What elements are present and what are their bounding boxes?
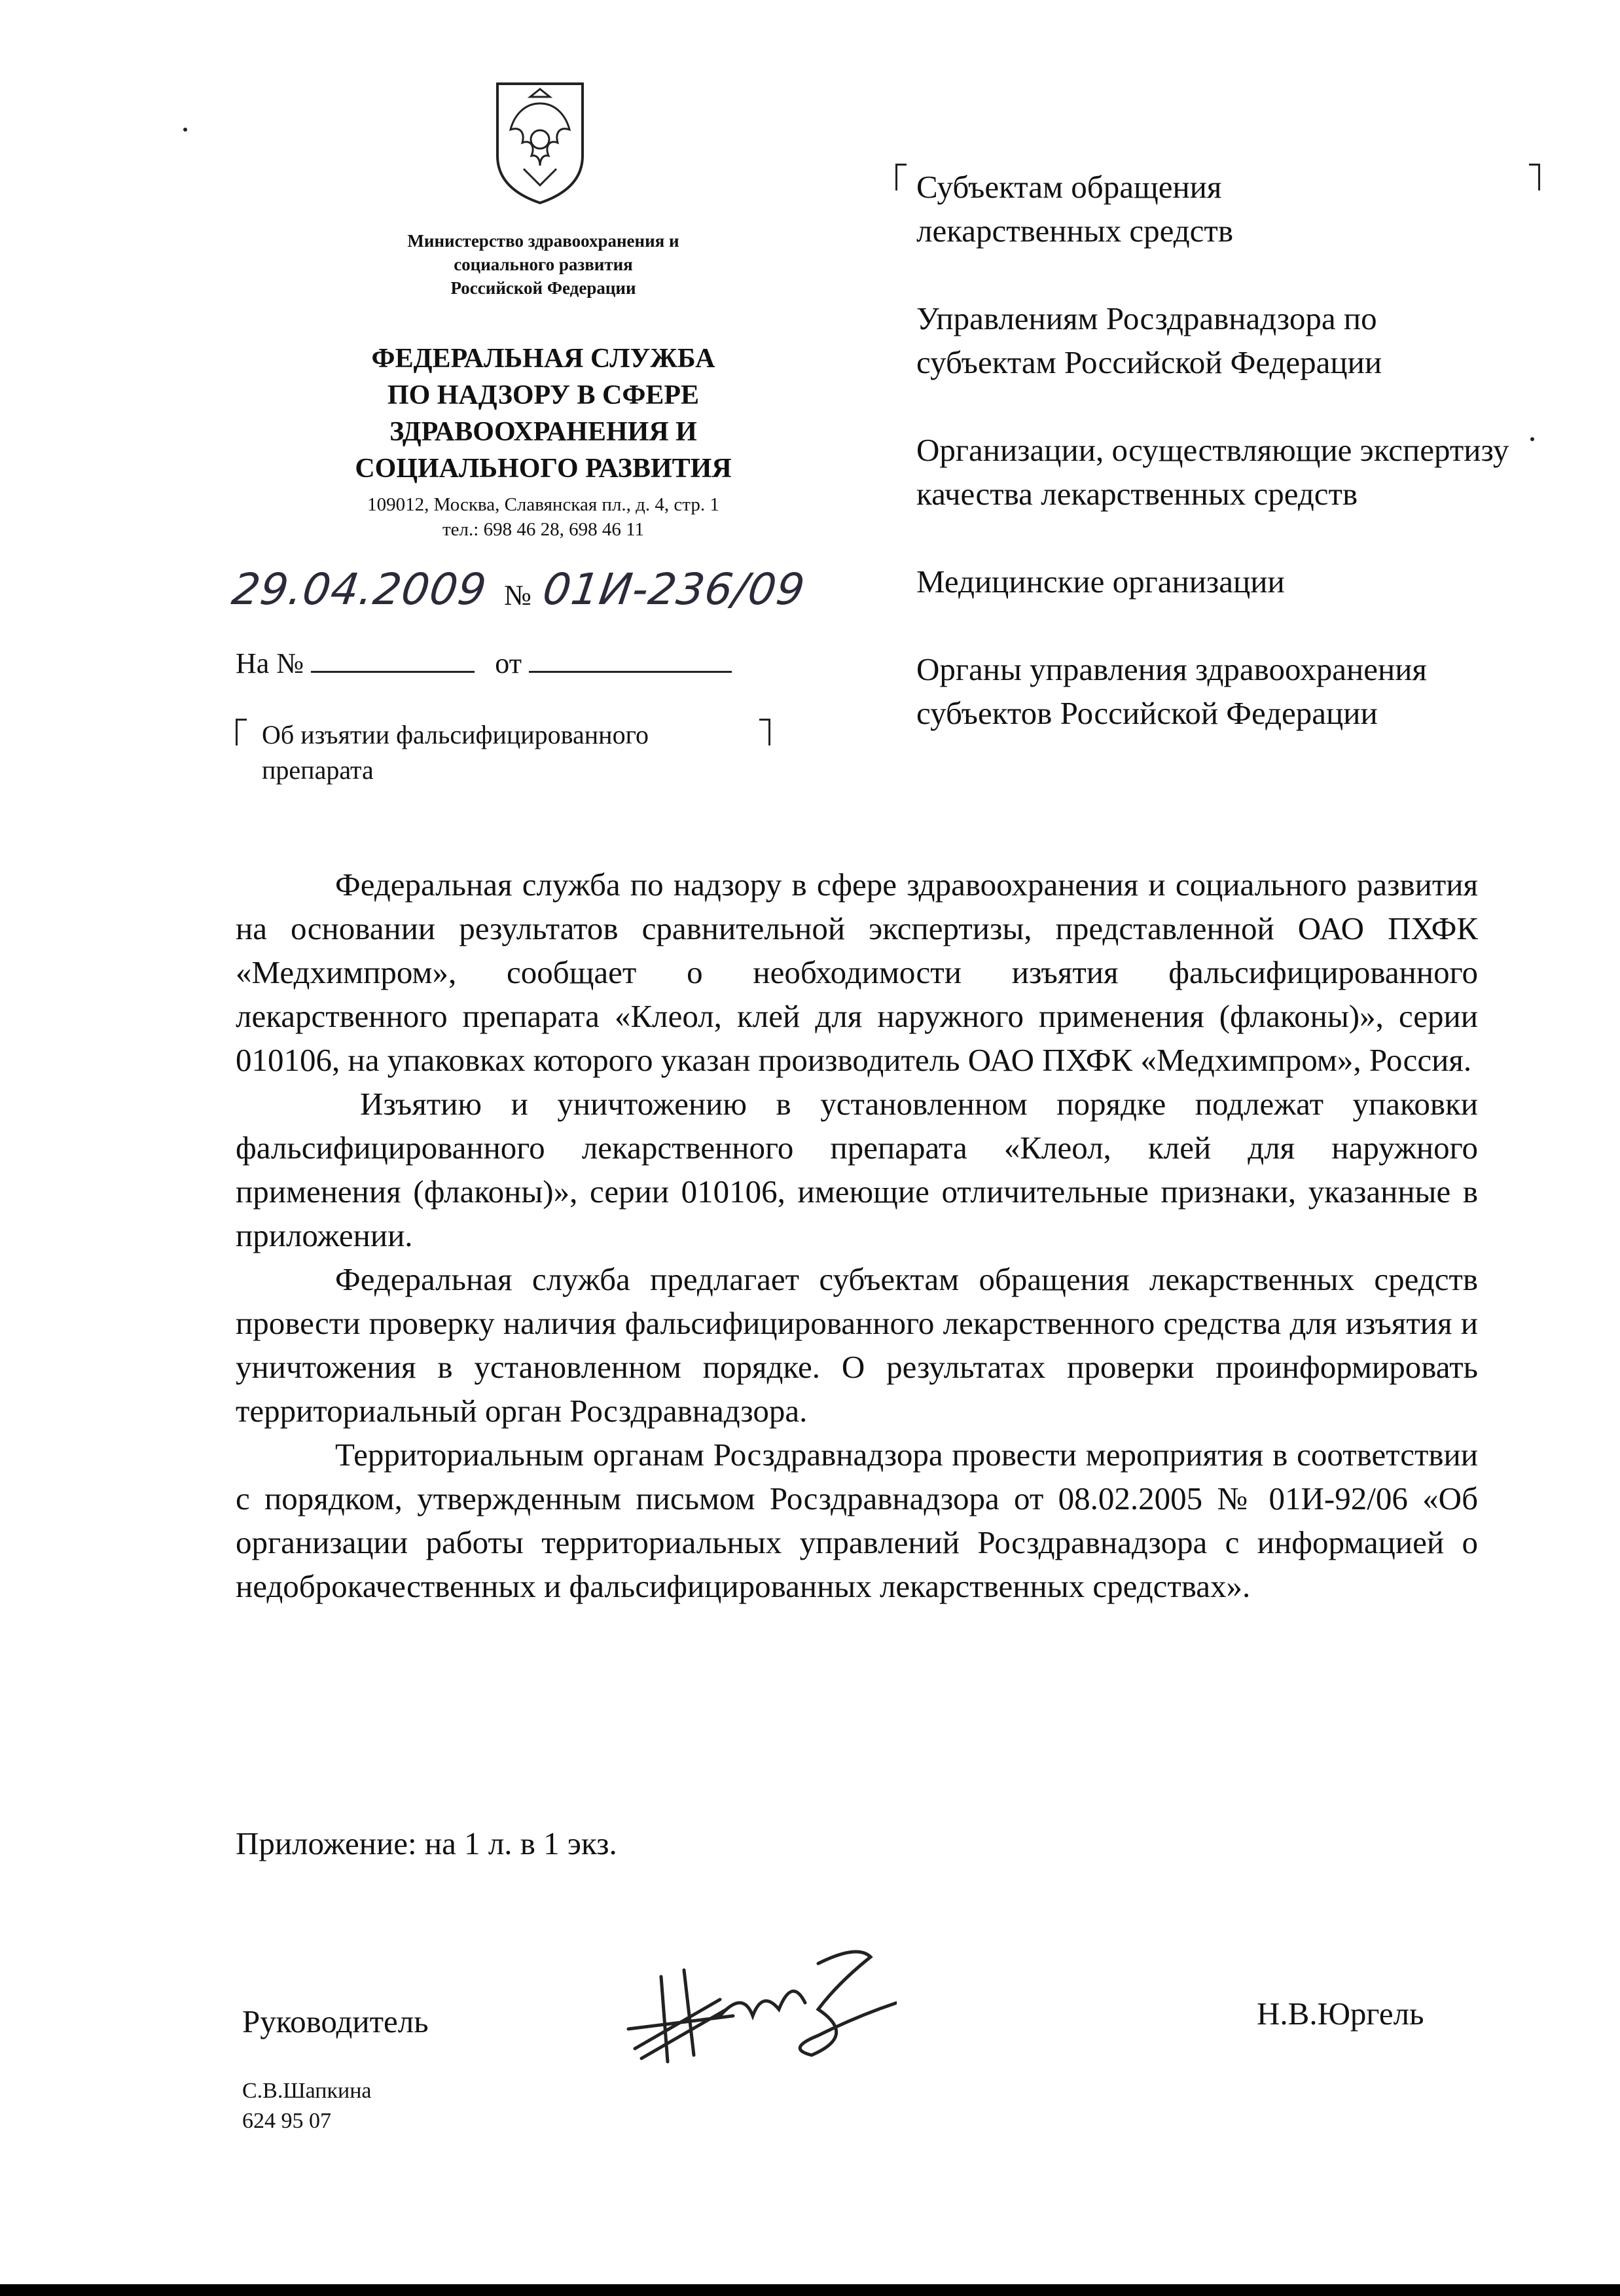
reference-line: На № от: [236, 647, 732, 680]
addressee-item: Органы управления здравоохранения субъектов Российской Федерации: [916, 651, 1427, 731]
subject-bracket-right: [759, 719, 770, 745]
handwritten-signature: [622, 1937, 897, 2068]
addressee-list: [916, 165, 1571, 779]
body-paragraph: Федеральная служба предлагает субъектам обращения лекарственных средств провести проверку наличия фальсифицированного лекарственного средства для изъятия и уничтожения в установленном порядке. О результатах проверки проинформировать территориальный орган Росздравнадзора.: [236, 1261, 1478, 1429]
addressee-item: Субъектам обращения лекарственных средств: [916, 169, 1233, 249]
signer-position: Руководитель: [242, 2003, 429, 2039]
addressee-item: Организации, осуществляющие экспертизу качества лекарственных средств: [916, 432, 1509, 512]
coat-of-arms-emblem: [484, 77, 596, 208]
document-number: 01И-236/09: [539, 564, 808, 615]
service-address: 109012, Москва, Славянская пл., д. 4, стр. 1 тел.: 698 46 28, 698 46 11: [367, 494, 719, 540]
attachment-note: Приложение: на 1 л. в 1 экз.: [236, 1825, 617, 1861]
letter-body: [236, 863, 1478, 1608]
body-paragraph: Изъятию и уничтожению в установленном порядке подлежат упаковки фальсифицированного лекарственного препарата «Клеол, клей для наружного применения (флаконы)», серии 010106, имеющие отличительные признаки, указанные в приложении.: [236, 1086, 1478, 1253]
service-name: ФЕДЕРАЛЬНАЯ СЛУЖБА ПО НАДЗОРУ В СФЕРЕ ЗДРАВООХРАНЕНИЯ И СОЦИАЛЬНОГО РАЗВИТИЯ: [355, 344, 732, 484]
document-date: 29.04.2009: [228, 564, 490, 615]
subject: Об изъятии фальсифицированного препарата: [262, 720, 649, 785]
ref-number-blank: [311, 647, 475, 673]
signer-name: Н.В.Юргель: [1257, 1996, 1424, 2032]
body-paragraph: Федеральная служба по надзору в сфере здравоохранения и социального развития на основании результатов сравнительной экспертизы, представленной ОАО ПХФК «Медхимпром», сообщает о необходимости изъятия фальсифицированного лекарственного препарата «Клеол, клей для наружного применения (флаконы)», серии 010106, на упаковках которого указан производитель ОАО ПХФК «Медхимпром», Россия.: [236, 867, 1478, 1078]
subject-bracket-left: [236, 719, 247, 745]
executor-info: С.В.Шапкина 624 95 07: [242, 2079, 372, 2133]
addressee-item: Управлениям Росздравнадзора по субъектам Российской Федерации: [916, 300, 1382, 380]
addressee-item: Медицинские организации: [916, 564, 1285, 600]
ref-date-blank: [529, 647, 732, 673]
addressee-bracket-left: [895, 164, 907, 190]
scan-border-bottom: [0, 2284, 1620, 2296]
scan-speck: [183, 128, 187, 132]
body-paragraph: Территориальным органам Росздравнадзора провести мероприятия в соответствии с порядком, утвержденным письмом Росздравнадзора от 08.02.2005 № 01И-92/06 «Об организации работы территориальных управлений Росздравнадзора с информацией о недоброкачественных и фальсифицированных лекарственных средствах».: [236, 1437, 1478, 1604]
scan-speck: [1530, 437, 1534, 441]
number-sign: №: [504, 579, 531, 611]
ministry-name: Министерство здравоохранения и социального развития Российской Федерации: [407, 231, 679, 298]
